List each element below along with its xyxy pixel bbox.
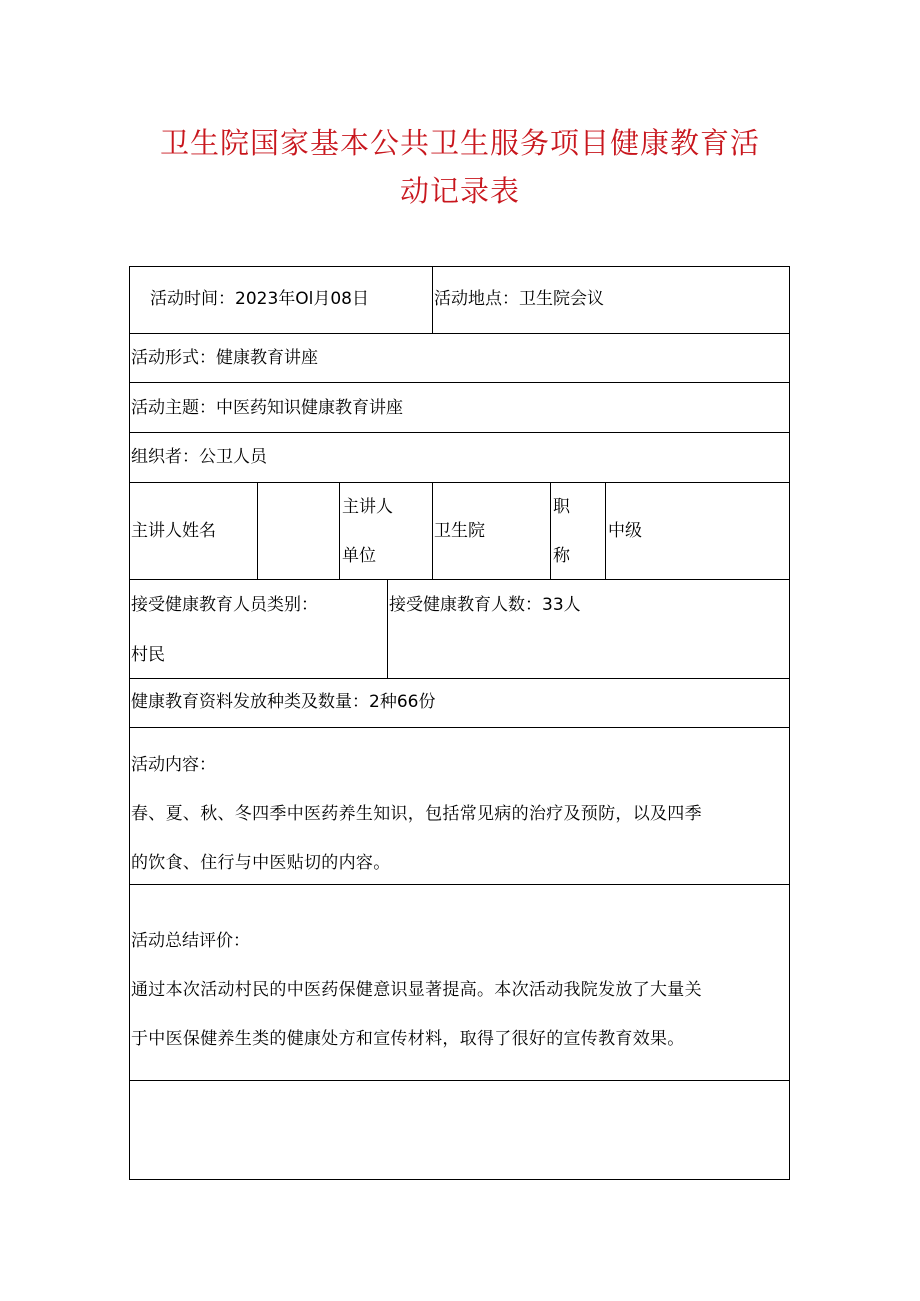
speaker-unit-label-line-2: 单位 xyxy=(342,546,376,566)
activity-summary-line-2: 于中医保健养生类的健康处方和宣传材料，取得了很好的宣传教育效果。 xyxy=(131,1029,685,1049)
row-divider xyxy=(129,727,790,728)
audience-type-value: 村民 xyxy=(131,645,165,665)
row-divider xyxy=(129,482,790,483)
speaker-name-label: 主讲人姓名 xyxy=(131,521,216,541)
row-divider xyxy=(129,1080,790,1081)
activity-summary-line-1: 通过本次活动村民的中医药保健意识显著提高。本次活动我院发放了大量关 xyxy=(131,980,702,1000)
table-border-bottom xyxy=(129,1179,790,1180)
activity-location: 活动地点：卫生院会议 xyxy=(434,289,604,309)
activity-time: 活动时间：2023年Ol月08日 xyxy=(150,289,369,309)
activity-summary-label: 活动总结评价： xyxy=(131,931,250,951)
column-divider xyxy=(257,482,258,579)
organizer: 组织者：公卫人员 xyxy=(131,447,267,467)
table-border-top xyxy=(129,266,790,267)
column-divider xyxy=(432,482,433,579)
row-divider xyxy=(129,579,790,580)
row-divider xyxy=(129,432,790,433)
row-divider xyxy=(129,678,790,679)
row-divider xyxy=(129,884,790,885)
audience-count: 接受健康教育人数：33人 xyxy=(389,595,581,615)
activity-format: 活动形式：健康教育讲座 xyxy=(131,348,318,368)
column-divider xyxy=(339,482,340,579)
column-divider xyxy=(432,266,433,333)
speaker-unit-value: 卫生院 xyxy=(434,521,485,541)
activity-content-line-2: 的饮食、住行与中医贴切的内容。 xyxy=(131,853,391,873)
activity-record-table xyxy=(129,266,790,1180)
document-title-line-1: 卫生院国家基本公共卫生服务项目健康教育活 xyxy=(159,126,760,160)
row-divider xyxy=(129,333,790,334)
materials-distributed: 健康教育资料发放种类及数量：2种66份 xyxy=(131,692,436,712)
column-divider xyxy=(550,482,551,579)
activity-content-label: 活动内容： xyxy=(131,755,216,775)
table-border-right xyxy=(789,266,790,1180)
table-border-left xyxy=(129,266,130,1180)
activity-topic: 活动主题：中医药知识健康教育讲座 xyxy=(131,398,403,418)
professional-title-label-line-1: 职 xyxy=(553,497,570,517)
professional-title-label-line-2: 称 xyxy=(553,546,570,566)
activity-content-line-1: 春、夏、秋、冬四季中医药养生知识，包括常见病的治疗及预防，以及四季 xyxy=(131,804,702,824)
document-title-line-2: 动记录表 xyxy=(399,174,520,208)
column-divider xyxy=(605,482,606,579)
professional-title-value: 中级 xyxy=(608,521,642,541)
row-divider xyxy=(129,382,790,383)
column-divider xyxy=(387,579,388,678)
speaker-unit-label-line-1: 主讲人 xyxy=(342,497,393,517)
audience-type-label: 接受健康教育人员类别： xyxy=(131,595,318,615)
